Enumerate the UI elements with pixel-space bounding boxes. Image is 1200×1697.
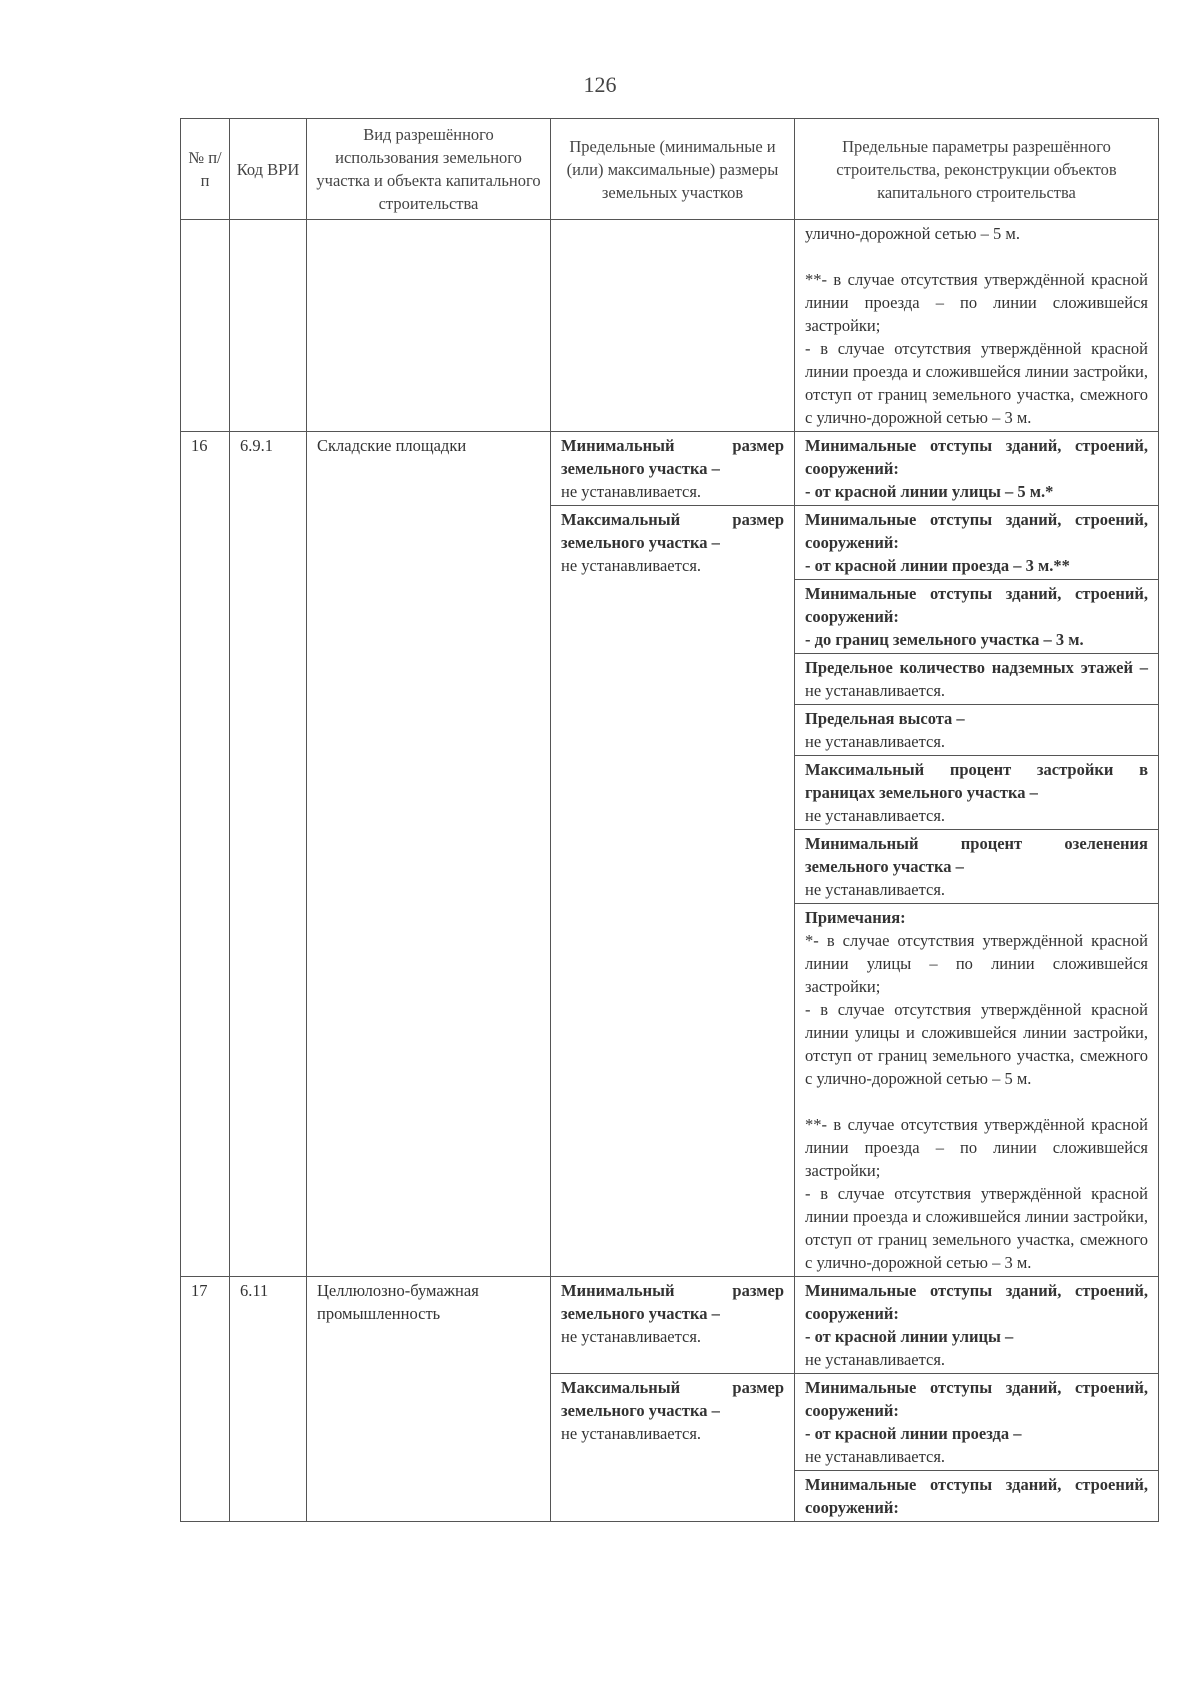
row17-name: Целлюлозно-бумажная промышленность — [307, 1277, 551, 1522]
row16-notes: Примечания: *- в случае отсутствия утверждённой красной линии улицы – по линии сложившейся застройки; - в случае отсутствия утверждённой красной линии улицы и сложившейся линии застройки, отступ от границ земельного участка, смежного с улично-дорожной сетью – 5 м. **- в случае отсутствия утверждённой красной линии проезда – по линии сложившейся застройки; - в случае отсутствия утверждённой красной линии проезда и сложившейся линии застройки, отступ от границ земельного участка, смежного с улично-дорожной сетью – 3 м. — [795, 904, 1159, 1277]
row16-size-max — [551, 506, 795, 1277]
row16-param2: Минимальные отступы зданий, строений, сооружений: - от красной линии проезда – 3 м.** — [795, 506, 1159, 580]
table-header-row — [181, 119, 1159, 220]
row17-code: 6.11 — [230, 1277, 307, 1522]
header-use-type: Вид разрешённого использования земельного участка и объекта капитального строительства — [307, 119, 551, 220]
header-code: Код ВРИ — [230, 119, 307, 220]
header-build-params: Предельные параметры разрешённого строительства, реконструкции объектов капитального строительства — [795, 119, 1159, 220]
header-number: № п/п — [181, 119, 230, 220]
row16-name: Складские площадки — [307, 432, 551, 1277]
continued-note2a: **- в случае отсутствия утверждённой красной линии проезда – по линии сложившейся застройки; — [805, 270, 1148, 335]
row16-param7: Минимальный процент озеленения земельного участка – не устанавливается. — [795, 830, 1159, 904]
row16-size-max-value: не устанавливается. — [561, 556, 702, 575]
row16-param6: Максимальный процент застройки в границах земельного участка – не устанавливается. — [795, 756, 1159, 830]
continued-note2b: - в случае отсутствия утверждённой красной линии проезда и сложившейся линии застройки, отступ от границ земельного участка, смежного с улично-дорожной сетью – 3 м. — [805, 339, 1148, 427]
row16-size-max-title: Максимальный размер земельного участка – — [561, 510, 784, 552]
header-plot-sizes: Предельные (минимальные и (или) максимальные) размеры земельных участков — [551, 119, 795, 220]
row17-size-min: Минимальный размер земельного участка – не устанавливается. — [551, 1277, 795, 1374]
row16-size-min — [551, 432, 795, 506]
row16-param4: Предельное количество надземных этажей – не устанавливается. — [795, 654, 1159, 705]
row16-param5: Предельная высота – не устанавливается. — [795, 705, 1159, 756]
continued-notes — [795, 220, 1159, 432]
row16-param3: Минимальные отступы зданий, строений, сооружений: - до границ земельного участка – 3 м. — [795, 580, 1159, 654]
row16-size-min-title: Минимальный размер земельного участка – — [561, 436, 784, 478]
row16-param1: Минимальные отступы зданий, строений, сооружений: - от красной линии улицы – 5 м.* — [795, 432, 1159, 506]
table-row-17 — [181, 1277, 1159, 1374]
page-number: 126 — [583, 72, 617, 97]
row16-code: 6.9.1 — [230, 432, 307, 1277]
row17-param2: Минимальные отступы зданий, строений, сооружений: - от красной линии проезда – не устанавливается. — [795, 1374, 1159, 1471]
table-row-16 — [181, 432, 1159, 506]
regulations-table — [180, 118, 1159, 1522]
row17-param1: Минимальные отступы зданий, строений, сооружений: - от красной линии улицы – не устанавливается. — [795, 1277, 1159, 1374]
row16-size-min-value: не устанавливается. — [561, 482, 702, 501]
row17-number: 17 — [181, 1277, 230, 1522]
row17-size-max: Максимальный размер земельного участка – не устанавливается. — [551, 1374, 795, 1522]
row16-notes-title: Примечания: — [805, 908, 906, 927]
table-row-continued — [181, 220, 1159, 432]
row16-number: 16 — [181, 432, 230, 1277]
continued-line: улично-дорожной сетью – 5 м. — [805, 224, 1020, 243]
row17-param3: Минимальные отступы зданий, строений, сооружений: — [795, 1471, 1159, 1522]
